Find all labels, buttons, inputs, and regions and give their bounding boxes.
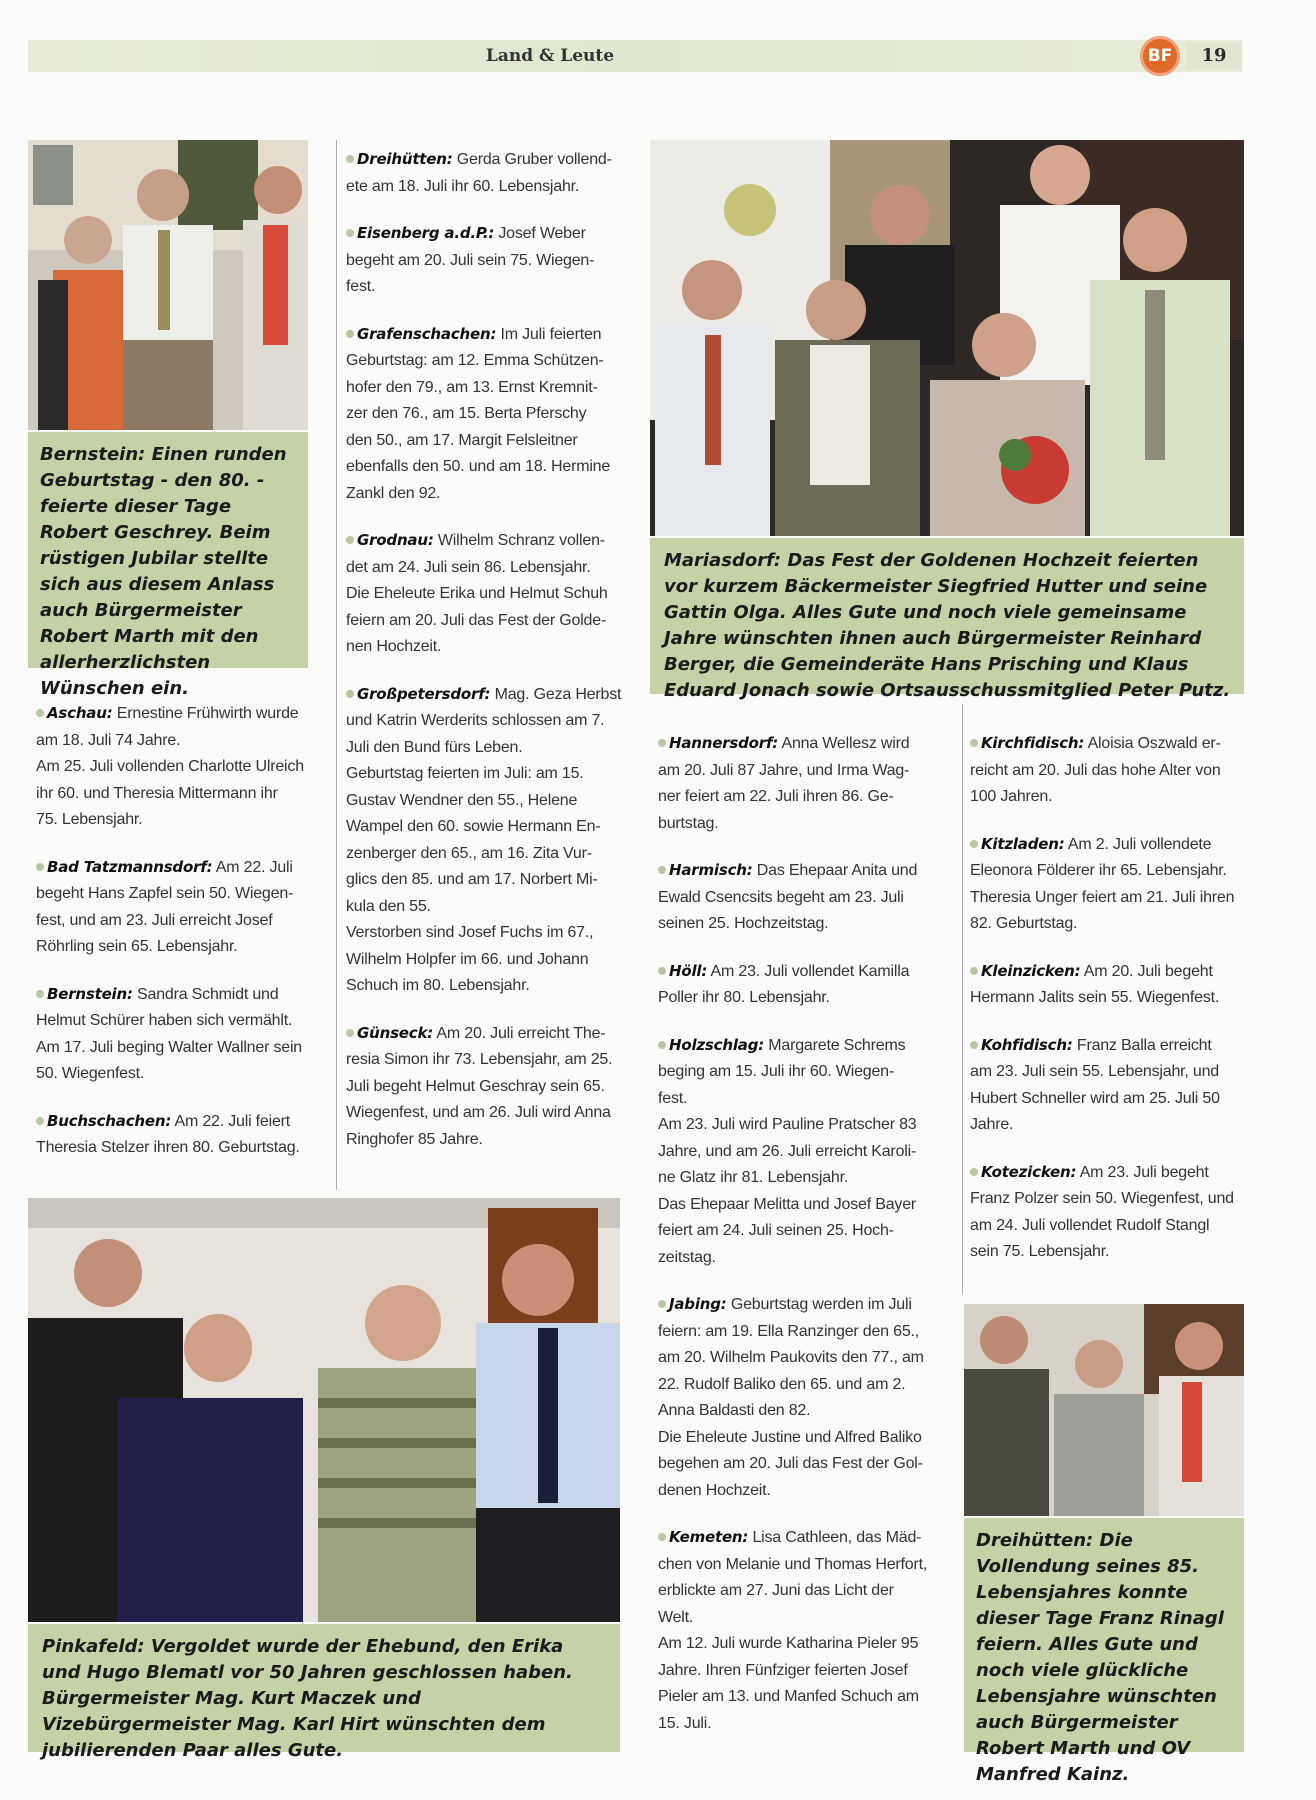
place-name: Aschau: (47, 704, 113, 722)
line-text: Röhrling sein 65. Lebensjahr. (36, 938, 238, 955)
line-text: feiern: am 19. Ella Ranzinger den 65., (658, 1322, 920, 1340)
news-line (346, 481, 636, 508)
news-line (346, 947, 636, 974)
bullet-icon (36, 1117, 44, 1125)
bullet-icon (970, 967, 978, 975)
news-line (346, 220, 636, 248)
news-line (658, 1192, 956, 1219)
line-text: 100 Jahren. (970, 788, 1053, 805)
news-item (346, 146, 636, 200)
line-text: Am 25. Juli vollenden Charlotte Ulreich (36, 758, 304, 775)
line-text: begeht Hans Zapfel sein 50. Wiegen- (36, 885, 294, 902)
bullet-icon (658, 866, 666, 874)
bullet-icon (970, 1168, 978, 1176)
news-line (658, 1552, 956, 1579)
news-line (658, 1086, 956, 1113)
column-2 (346, 146, 636, 1173)
line-text: am 20. Juli 87 Jahre, und Irma Wag- (658, 761, 910, 779)
line-text: burtstag. (658, 814, 719, 832)
line-text: ihr 60. und Theresia Mittermann ihr (36, 784, 278, 802)
news-item (658, 958, 956, 1012)
news-item (970, 1032, 1244, 1139)
line-text: Pieler am 13. und Manfed Schuch am (658, 1688, 919, 1705)
news-line (658, 1218, 956, 1245)
place-name: Jabing: (669, 1295, 727, 1313)
line-text: zeitstag. (658, 1248, 716, 1266)
line-text: Am 23. Juli vollendet Kamilla (710, 962, 910, 980)
bullet-icon (36, 863, 44, 871)
news-line (346, 894, 636, 921)
bullet-icon (970, 739, 978, 747)
line-text: Wampel den 60. sowie Hermann En- (346, 818, 601, 835)
photo-dreihuetten (964, 1304, 1244, 1516)
news-line (36, 908, 326, 935)
line-text: reicht am 20. Juli das hohe Alter von (970, 761, 1221, 779)
line-text: Wilhelm Holpfer im 66. und Johann (346, 950, 589, 968)
news-item (658, 1032, 956, 1272)
news-line (658, 857, 956, 885)
news-line (970, 985, 1244, 1012)
place-name: Grodnau: (357, 531, 434, 549)
line-text: Zankl den 92. (346, 484, 441, 502)
line-text: erblickte am 27. Juni das Licht der (658, 1582, 894, 1599)
news-line (970, 1032, 1244, 1060)
news-line (658, 1605, 956, 1632)
news-item (658, 730, 956, 837)
place-name: Kotezicken: (981, 1162, 1077, 1181)
bullet-icon (970, 1041, 978, 1049)
line-text: Das Ehepaar Anita und (756, 862, 918, 879)
news-item (658, 1524, 956, 1737)
news-line (36, 1061, 326, 1088)
news-line (346, 428, 636, 455)
news-item (658, 1291, 956, 1504)
line-text: Jahre, und am 26. Juli erreicht Karoli- (658, 1142, 917, 1160)
line-text: Gerda Gruber vollend- (456, 151, 612, 168)
line-text: Welt. (658, 1608, 694, 1626)
bullet-icon (658, 1041, 666, 1049)
news-line (658, 1372, 956, 1399)
line-text: Geburtstag werden im Juli (730, 1296, 912, 1313)
line-text: fest. (346, 278, 376, 295)
line-text: Im Juli feierten (500, 325, 602, 343)
place-name: Harmisch: (669, 861, 753, 879)
news-line (970, 958, 1244, 986)
place-name: Höll: (669, 961, 708, 980)
line-text: begeht am 20. Juli sein 75. Wiegen- (346, 251, 595, 269)
news-line (970, 784, 1244, 811)
news-line (346, 146, 636, 174)
place-name: Kemeten: (669, 1528, 749, 1546)
news-line (658, 1524, 956, 1552)
news-line (346, 348, 636, 375)
line-text: Wilhelm Schranz vollen- (437, 532, 605, 549)
news-line (970, 885, 1244, 912)
bullet-icon (346, 330, 354, 338)
place-name: Kitzladen: (981, 834, 1065, 853)
news-line (346, 581, 636, 608)
line-text: Eleonora Földerer ihr 65. Lebensjahr. (970, 862, 1227, 879)
column-4 (970, 730, 1244, 1286)
place-name: Eisenberg a.d.P.: (357, 224, 495, 242)
news-line (346, 708, 636, 735)
news-line (658, 1345, 956, 1372)
line-text: und Katrin Werderits schlossen am 7. (346, 712, 605, 729)
news-line (658, 1059, 956, 1086)
line-text: kula den 55. (346, 897, 431, 915)
line-text: Wiegenfest, und am 26. Juli wird Anna (346, 1104, 611, 1121)
news-item (970, 958, 1244, 1012)
news-line (970, 1213, 1244, 1240)
news-item (346, 220, 636, 301)
news-line (658, 730, 956, 758)
line-text: Am 2. Juli vollendete (1067, 835, 1212, 853)
news-item (36, 1108, 326, 1162)
place-name: Bernstein: (47, 984, 133, 1003)
line-text: Am 23. Juli wird Pauline Pratscher 83 (658, 1116, 917, 1133)
line-text: Das Ehepaar Melitta und Josef Bayer (658, 1195, 917, 1213)
line-text: Jahre. Ihren Fünfziger feierten Josef (658, 1661, 908, 1679)
news-line (36, 854, 326, 882)
news-line (658, 811, 956, 838)
caption-dreihuetten: Dreihütten: Die Vollendung seines 85. Lebensjahres konnte dieser Tage Franz Rinagl feiern. Alles Gute und noch viele glückliche Lebensjahre wünschten auch Bürgermeister Robert Marth und OV Manfred Kainz. (964, 1518, 1244, 1752)
line-text: den 50., am 17. Margit Felsleitner (346, 431, 578, 449)
column-divider (962, 704, 963, 1294)
news-line (658, 1631, 956, 1658)
line-text: Theresia Stelzer ihren 80. Geburtstag. (36, 1139, 300, 1156)
news-line (36, 934, 326, 961)
news-line (970, 1239, 1244, 1266)
line-text: sein 75. Lebensjahr. (970, 1243, 1110, 1260)
news-line (36, 981, 326, 1009)
news-line (346, 174, 636, 201)
news-item (36, 854, 326, 961)
line-text: Jahre. (970, 1116, 1014, 1133)
line-text: Geburtstag: am 12. Emma Schützen- (346, 352, 604, 369)
line-text: Ringhofer 85 Jahre. (346, 1130, 483, 1148)
news-item (970, 831, 1244, 938)
news-line (346, 841, 636, 868)
news-line (658, 911, 956, 938)
column-1 (36, 700, 326, 1182)
news-item (346, 681, 636, 1000)
line-text: glics den 85. und am 17. Norbert Mi- (346, 871, 598, 888)
line-text: am 20. Wilhelm Paukovits den 77., am (658, 1349, 924, 1366)
line-text: Hubert Schneller wird am 25. Juli 50 (970, 1089, 1220, 1107)
news-line (970, 1086, 1244, 1113)
news-line (658, 1398, 956, 1425)
news-line (658, 1112, 956, 1139)
line-text: zenberger den 65., am 16. Zita Vur- (346, 844, 592, 862)
news-line (970, 858, 1244, 885)
news-line (36, 1008, 326, 1035)
caption-pinkafeld: Pinkafeld: Vergoldet wurde der Ehebund, den Erika und Hugo Blematl vor 50 Jahren geschlossen haben. Bürgermeister Mag. Kurt Maczek und Vizebürgermeister Mag. Karl Hirt wünschten dem jubilierenden Paar alles Gute. (28, 1624, 620, 1752)
photo-bernstein (28, 140, 308, 430)
line-text: Am 22. Juli (215, 858, 293, 876)
news-line (346, 248, 636, 275)
caption-bernstein: Bernstein: Einen runden Geburtstag - den 80. - feierte dieser Tage Robert Geschrey. Beim rüstigen Jubilar stellte sich aus diesem Anlass auch Bürgermeister Robert Marth mit den allerherzlichsten Wünschen ein. (28, 432, 308, 668)
line-text: begehen am 20. Juli das Fest der Gol- (658, 1455, 923, 1472)
news-line (36, 1135, 326, 1162)
line-text: Anna Wellesz wird (781, 735, 910, 752)
page-number: 19 (1186, 42, 1242, 70)
line-text: seinen 25. Hochzeitstag. (658, 915, 829, 932)
news-item (970, 1159, 1244, 1266)
line-text: Verstorben sind Josef Fuchs im 67., (346, 924, 594, 941)
bullet-icon (658, 1300, 666, 1308)
line-text: am 18. Juli 74 Jahre. (36, 731, 181, 749)
place-name: Holzschlag: (669, 1035, 765, 1054)
news-line (658, 1139, 956, 1166)
photo-pinkafeld (28, 1198, 620, 1622)
line-text: am 23. Juli sein 55. Lebensjahr, und (970, 1063, 1219, 1080)
news-line (36, 1108, 326, 1136)
bullet-icon (346, 690, 354, 698)
news-line (658, 1478, 956, 1505)
news-line (658, 1711, 956, 1738)
line-text: det am 24. Juli sein 86. Lebensjahr. (346, 558, 591, 576)
news-line (970, 730, 1244, 758)
news-line (346, 1127, 636, 1154)
news-item (36, 981, 326, 1088)
place-name: Buchschachen: (47, 1111, 172, 1130)
news-line (36, 728, 326, 755)
line-text: Franz Polzer sein 50. Wiegenfest, und (970, 1190, 1234, 1207)
news-line (970, 758, 1244, 785)
news-line (36, 807, 326, 834)
bullet-icon (658, 1533, 666, 1541)
news-line (658, 758, 956, 785)
line-text: Schuch im 80. Lebensjahr. (346, 977, 530, 994)
line-text: 75. Lebensjahr. (36, 811, 143, 828)
place-name: Dreihütten: (357, 150, 453, 168)
line-text: Am 20. Juli begeht (1083, 962, 1213, 980)
news-line (36, 754, 326, 781)
line-text: Mag. Geza Herbst (494, 685, 622, 703)
bullet-icon (658, 967, 666, 975)
news-line (970, 1186, 1244, 1213)
line-text: fest. (658, 1089, 688, 1107)
news-line (346, 761, 636, 788)
news-line (36, 1035, 326, 1062)
news-item (346, 321, 636, 508)
news-line (346, 375, 636, 402)
news-line (658, 1319, 956, 1346)
line-text: resia Simon ihr 73. Lebensjahr, am 25. (346, 1051, 613, 1068)
line-text: 22. Rudolf Baliko den 65. und am 2. (658, 1375, 906, 1393)
line-text: Am 23. Juli begeht (1079, 1163, 1209, 1181)
news-line (346, 274, 636, 301)
news-line (970, 1112, 1244, 1139)
news-line (658, 1425, 956, 1452)
section-title: Land & Leute (485, 46, 615, 66)
news-line (36, 881, 326, 908)
news-line (346, 681, 636, 709)
line-text: ebenfalls den 50. und am 18. Hermine (346, 458, 611, 475)
bullet-icon (346, 536, 354, 544)
line-text: zer den 76., am 15. Berta Pferschy (346, 405, 587, 422)
news-line (658, 1684, 956, 1711)
photo-mariasdorf (650, 140, 1244, 536)
news-line (346, 608, 636, 635)
line-text: Helmut Schürer haben sich vermählt. (36, 1012, 293, 1029)
news-line (970, 911, 1244, 938)
news-item (970, 730, 1244, 811)
line-text: Juli begeht Helmut Geschray sein 65. (346, 1077, 605, 1095)
news-line (658, 1291, 956, 1319)
news-line (346, 1020, 636, 1048)
line-text: Am 20. Juli erreicht The- (436, 1024, 606, 1042)
news-line (658, 958, 956, 986)
news-line (346, 788, 636, 815)
line-text: Ernestine Frühwirth wurde (116, 705, 299, 722)
news-line (658, 985, 956, 1012)
news-line (346, 321, 636, 349)
place-name: Günseck: (357, 1023, 434, 1042)
bullet-icon (36, 990, 44, 998)
news-line (346, 555, 636, 582)
page-header (28, 40, 1242, 72)
line-text: Die Eheleute Justine und Alfred Baliko (658, 1428, 922, 1446)
column-3 (658, 730, 956, 1757)
news-item (346, 1020, 636, 1154)
line-text: Juli den Bund fürs Leben. (346, 738, 523, 756)
line-text: 15. Juli. (658, 1714, 712, 1732)
line-text: Theresia Unger feiert am 21. Juli ihren (970, 888, 1235, 906)
place-name: Kirchfidisch: (981, 734, 1085, 752)
line-text: 82. Geburtstag. (970, 915, 1078, 932)
news-item (36, 700, 326, 834)
bullet-icon (970, 840, 978, 848)
line-text: Gustav Wendner den 55., Helene (346, 791, 578, 809)
news-line (658, 1578, 956, 1605)
news-line (970, 831, 1244, 859)
bf-logo: BF (1140, 36, 1180, 76)
place-name: Bad Tatzmannsdorf: (47, 857, 213, 876)
news-line (658, 1032, 956, 1060)
news-line (36, 781, 326, 808)
line-text: Anna Baldasti den 82. (658, 1402, 811, 1419)
line-text: denen Hochzeit. (658, 1481, 771, 1499)
line-text: ner feiert am 22. Juli ihren 86. Ge- (658, 788, 894, 805)
news-line (346, 1047, 636, 1074)
line-text: Am 17. Juli beging Walter Wallner sein (36, 1038, 302, 1056)
news-line (346, 634, 636, 661)
line-text: Lisa Cathleen, das Mäd- (752, 1529, 922, 1546)
line-text: nen Hochzeit. (346, 638, 442, 655)
bullet-icon (346, 155, 354, 163)
bullet-icon (658, 739, 666, 747)
line-text: 50. Wiegenfest. (36, 1065, 145, 1082)
news-line (36, 700, 326, 728)
line-text: Margarete Schrems (768, 1036, 906, 1054)
place-name: Hannersdorf: (669, 734, 779, 752)
bullet-icon (346, 1029, 354, 1037)
news-line (658, 784, 956, 811)
news-item (658, 857, 956, 938)
news-line (346, 527, 636, 555)
news-line (346, 867, 636, 894)
news-line (658, 1245, 956, 1272)
place-name: Kohfidisch: (981, 1035, 1073, 1054)
line-text: Ewald Csencsits begeht am 23. Juli (658, 888, 904, 906)
line-text: Josef Weber (498, 225, 586, 242)
line-text: Geburtstag feierten im Juli: am 15. (346, 765, 584, 782)
news-line (346, 401, 636, 428)
news-line (658, 1165, 956, 1192)
column-divider (336, 140, 337, 1190)
line-text: Am 12. Juli wurde Katharina Pieler 95 (658, 1635, 919, 1652)
line-text: beging am 15. Juli ihr 60. Wiegen- (658, 1063, 894, 1080)
place-name: Kleinzicken: (981, 961, 1081, 980)
news-line (970, 1159, 1244, 1187)
line-text: Franz Balla erreicht (1076, 1036, 1212, 1054)
news-line (970, 1059, 1244, 1086)
line-text: fest, und am 23. Juli erreicht Josef (36, 911, 273, 929)
news-line (658, 1658, 956, 1685)
line-text: ne Glatz ihr 81. Lebensjahr. (658, 1169, 849, 1186)
bullet-icon (36, 709, 44, 717)
news-line (346, 1074, 636, 1101)
news-line (346, 735, 636, 762)
news-item (346, 527, 636, 661)
bullet-icon (346, 229, 354, 237)
news-line (346, 814, 636, 841)
line-text: chen von Melanie und Thomas Herfort, (658, 1555, 928, 1573)
line-text: Die Eheleute Erika und Helmut Schuh (346, 585, 608, 602)
news-line (658, 885, 956, 912)
place-name: Großpetersdorf: (357, 684, 491, 703)
line-text: feiert am 24. Juli seinen 25. Hoch- (658, 1222, 894, 1239)
line-text: hofer den 79., am 13. Ernst Kremnit- (346, 378, 598, 396)
line-text: ete am 18. Juli ihr 60. Lebensjahr. (346, 177, 580, 195)
line-text: Poller ihr 80. Lebensjahr. (658, 989, 830, 1006)
news-line (346, 454, 636, 481)
caption-mariasdorf: Mariasdorf: Das Fest der Goldenen Hochzeit feierten vor kurzem Bäckermeister Siegfried Hutter und seine Gattin Olga. Alles Gute und noch viele gemeinsame Jahre wünschten ihnen auch Bürgermeister Reinhard Berger, die Gemeinderäte Hans Prisching und Klaus Eduard Jonach sowie Ortsausschussmitglied Peter Putz. (650, 538, 1244, 694)
line-text: Am 22. Juli feiert (174, 1112, 291, 1130)
news-line (346, 973, 636, 1000)
line-text: am 24. Juli vollendet Rudolf Stangl (970, 1216, 1210, 1234)
place-name: Grafenschachen: (357, 324, 497, 343)
line-text: Hermann Jalits sein 55. Wiegenfest. (970, 989, 1220, 1006)
news-line (658, 1451, 956, 1478)
line-text: feiern am 20. Juli das Fest der Golde- (346, 611, 607, 629)
line-text: Sandra Schmidt und (137, 985, 279, 1003)
news-line (346, 1100, 636, 1127)
news-line (346, 920, 636, 947)
line-text: Aloisia Oszwald er- (1087, 735, 1221, 752)
